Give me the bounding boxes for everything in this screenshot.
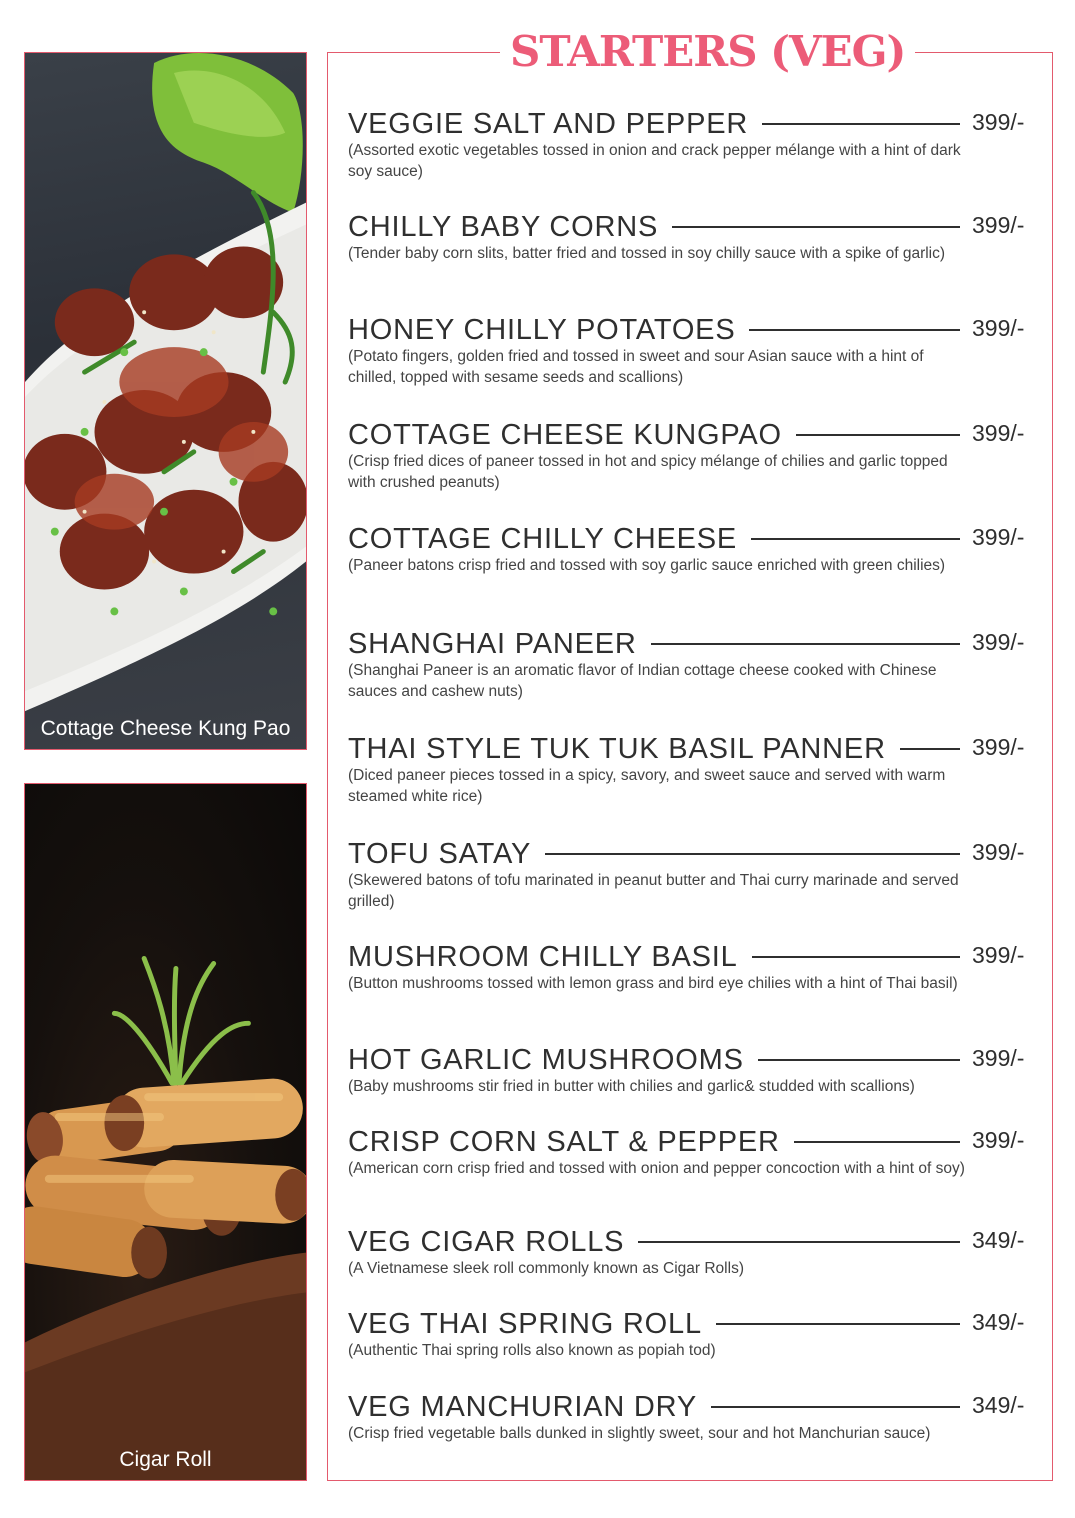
menu-item-name: MUSHROOM CHILLY BASIL: [348, 940, 738, 973]
menu-item-name: COTTAGE CHEESE KUNGPAO: [348, 418, 782, 451]
menu-item-name: VEGGIE SALT AND PEPPER: [348, 107, 749, 140]
menu-item-header: [348, 940, 1038, 974]
kung-pao-image: [25, 53, 306, 749]
menu-item-price: 399/-: [972, 1044, 1025, 1071]
menu-item-price: 399/-: [972, 108, 1025, 135]
menu-item-price: 349/-: [972, 1391, 1025, 1418]
leader-line: [711, 1406, 960, 1408]
leader-line: [638, 1241, 960, 1243]
menu-item: [348, 522, 1038, 577]
page-title: STARTERS (VEG): [500, 24, 915, 80]
menu-item-description: (Diced paneer pieces tossed in a spicy, savory, and sweet sauce and served with warm steamed white rice): [348, 767, 946, 805]
photo-caption: Cigar Roll: [119, 1448, 212, 1471]
photo-caption: Cottage Cheese Kung Pao: [40, 717, 291, 740]
menu-item-header: [348, 107, 1038, 141]
menu-item-name: VEG THAI SPRING ROLL: [348, 1307, 702, 1340]
leader-line: [758, 1059, 960, 1061]
menu-item-price: 399/-: [972, 941, 1025, 968]
cigar-roll-image: [25, 784, 306, 1480]
menu-item: [348, 1043, 1038, 1098]
leader-line: [794, 1141, 960, 1143]
leader-line: [762, 123, 960, 125]
menu-item-name: TOFU SATAY: [348, 837, 532, 870]
menu-item-price: 399/-: [972, 523, 1025, 550]
menu-item-price: 399/-: [972, 628, 1025, 655]
leader-line: [751, 538, 960, 540]
leader-line: [900, 748, 960, 750]
menu-item-description: (Tender baby corn slits, batter fried and tossed in soy chilly sauce with a spike of garlic): [348, 245, 946, 262]
menu-item-description: (Assorted exotic vegetables tossed in onion and crack pepper mélange with a hint of dark soy sauce): [348, 142, 961, 180]
menu-item-description: (Authentic Thai spring rolls also known as popiah tod): [348, 1342, 716, 1359]
menu-item-description: (Crisp fried vegetable balls dunked in slightly sweet, sour and hot Manchurian sauce): [348, 1425, 931, 1442]
menu-item-description: (Potato fingers, golden fried and tossed in sweet and sour Asian sauce with a hint of chilled, topped with sesame seeds and scallions): [348, 348, 924, 386]
leader-line: [651, 643, 960, 645]
menu-item-header: [348, 418, 1038, 452]
menu-item-price: 399/-: [972, 1126, 1025, 1153]
leader-line: [749, 329, 960, 331]
photo-cigar-roll: [24, 783, 307, 1481]
menu-item-name: VEG MANCHURIAN DRY: [348, 1390, 698, 1423]
menu-item-header: [348, 522, 1038, 556]
menu-item-header: [348, 1043, 1038, 1077]
menu-item-description: (A Vietnamese sleek roll commonly known as Cigar Rolls): [348, 1260, 744, 1277]
menu-item: [348, 1225, 1038, 1280]
menu-item-description: (American corn crisp fried and tossed with onion and pepper concoction with a hint of soy): [348, 1160, 965, 1177]
menu-item-price: 399/-: [972, 211, 1025, 238]
menu-item: [348, 107, 1038, 182]
menu-item-header: [348, 1225, 1038, 1259]
menu-item-name: CRISP CORN SALT & PEPPER: [348, 1125, 780, 1158]
menu-item-name: THAI STYLE TUK TUK BASIL PANNER: [348, 732, 886, 765]
menu-item-name: SHANGHAI PANEER: [348, 627, 637, 660]
menu-item-price: 399/-: [972, 838, 1025, 865]
leader-line: [545, 853, 960, 855]
menu-item-name: VEG CIGAR ROLLS: [348, 1225, 625, 1258]
menu-item-header: [348, 313, 1038, 347]
menu-item-description: (Paneer batons crisp fried and tossed with soy garlic sauce enriched with green chilies): [348, 557, 946, 574]
leader-line: [796, 434, 960, 436]
menu-item: [348, 418, 1038, 493]
leader-line: [672, 226, 960, 228]
menu-item-header: [348, 1307, 1038, 1341]
menu-item: [348, 732, 1038, 807]
menu-item-name: HONEY CHILLY POTATOES: [348, 313, 736, 346]
menu-item-header: [348, 837, 1038, 871]
menu-item: [348, 627, 1038, 702]
menu-item: [348, 1125, 1038, 1180]
menu-item-name: HOT GARLIC MUSHROOMS: [348, 1043, 744, 1076]
menu-item-description: (Shanghai Paneer is an aromatic flavor of Indian cottage cheese cooked with Chinese sauces and cashew nuts): [348, 662, 937, 700]
menu-item-price: 349/-: [972, 1308, 1025, 1335]
menu-item-header: [348, 210, 1038, 244]
leader-line: [716, 1323, 960, 1325]
menu-item: [348, 1390, 1038, 1445]
photo-kung-pao: [24, 52, 307, 750]
menu-item-description: (Baby mushrooms stir fried in butter with chilies and garlic& studded with scallions): [348, 1078, 915, 1095]
menu-item-header: [348, 1125, 1038, 1159]
leader-line: [752, 956, 960, 958]
menu-item-price: 399/-: [972, 733, 1025, 760]
menu-item-description: (Button mushrooms tossed with lemon grass and bird eye chilies with a hint of Thai basil): [348, 975, 958, 992]
menu-item: [348, 313, 1038, 388]
menu-item: [348, 1307, 1038, 1362]
menu-item: [348, 210, 1038, 265]
menu-item-header: [348, 732, 1038, 766]
menu-item: [348, 940, 1038, 995]
menu-item-header: [348, 627, 1038, 661]
menu-item-name: COTTAGE CHILLY CHEESE: [348, 522, 738, 555]
menu-item-price: 399/-: [972, 314, 1025, 341]
menu-item-name: CHILLY BABY CORNS: [348, 210, 659, 243]
menu-item-description: (Skewered batons of tofu marinated in peanut butter and Thai curry marinade and served grilled): [348, 872, 959, 910]
menu-item: [348, 837, 1038, 912]
menu-item-header: [348, 1390, 1038, 1424]
menu-item-price: 349/-: [972, 1226, 1025, 1253]
menu-item-price: 399/-: [972, 419, 1025, 446]
menu-item-description: (Crisp fried dices of paneer tossed in hot and spicy mélange of chilies and garlic topped with crushed peanuts): [348, 453, 948, 491]
